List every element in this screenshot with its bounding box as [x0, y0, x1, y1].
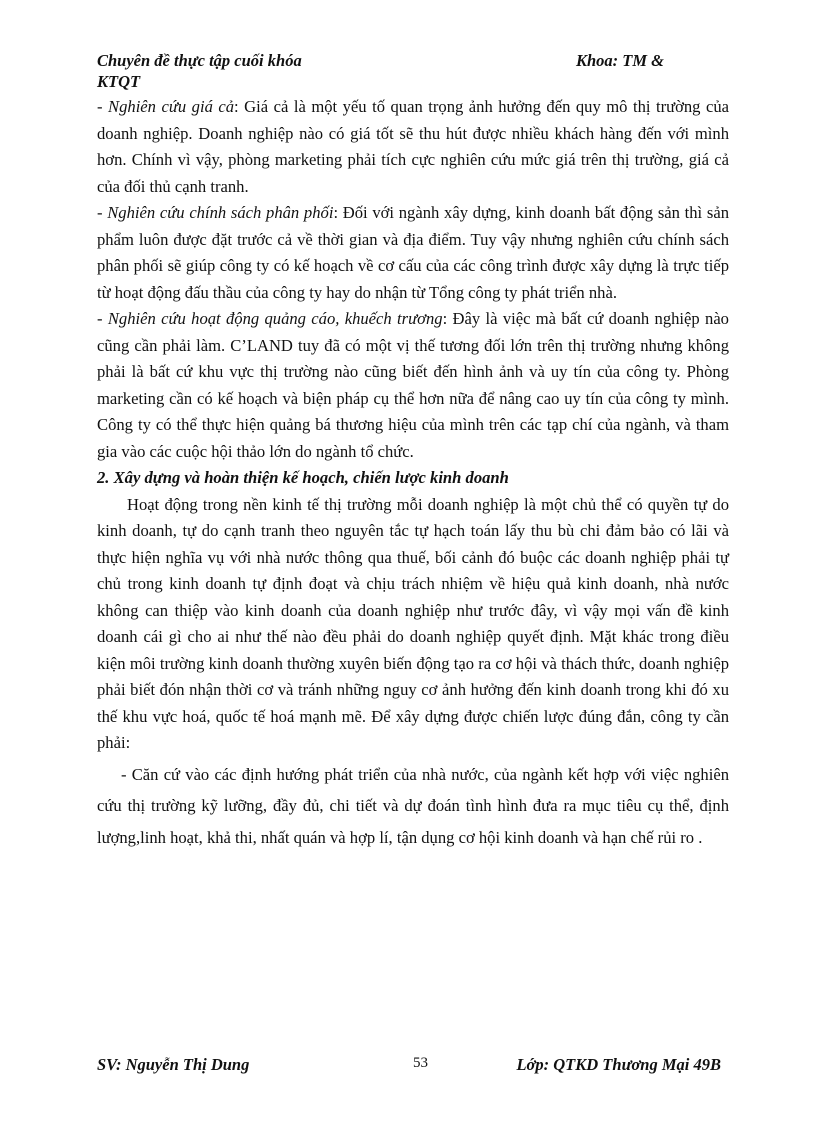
- header-title: Chuyên đề thực tập cuối khóa: [97, 51, 302, 70]
- section-heading: 2. Xây dựng và hoàn thiện kế hoạch, chiến lược kinh doanh: [97, 468, 509, 487]
- section-advertising-research: [97, 306, 729, 465]
- section-label: - Nghiên cứu hoạt động quảng cáo, khuếch trương: [97, 309, 443, 328]
- header-faculty: Khoa: TM &: [576, 51, 665, 70]
- section-distribution-research: [97, 200, 729, 306]
- paragraph-bullet: - Căn cứ vào các định hướng phát triển của nhà nước, của ngành kết hợp với việc nghiên cứu thị trường kỹ lưỡng, đầy đủ, chi tiết và dự đoán tình hình đưa ra mục tiêu cụ thể, định lượng,linh hoạt, khả thi, nhất quán và hợp lí, tận dụng cơ hội kinh doanh và hạn chế rủi ro .: [97, 764, 729, 847]
- section-text: : Đây là việc mà bất cứ doanh nghiệp nào cũng cần phải làm. C’LAND tuy đã có một vị thế tương đối lớn trên thị trường nhưng không phải là bất cứ khu vực thị trường nào cũng biết đến hình ảnh và uy tín của công ty. Phòng marketing cần có kế hoạch và biện pháp cụ thể hơn nữa để nâng cao uy tín của công ty mình. Công ty có thể thực hiện quảng bá thương hiệu của mình trên các tạp chí của ngành, và tham gia vào các cuộc hội thảo lớn do ngành tổ chức.: [97, 309, 729, 461]
- page-number: 53: [413, 1055, 428, 1071]
- section-label: - Nghiên cứu giá cả: [97, 97, 235, 116]
- document-body: [97, 94, 729, 853]
- footer-student: SV: Nguyễn Thị Dung: [97, 1055, 250, 1074]
- section-label: - Nghiên cứu chính sách phân phối: [97, 203, 334, 222]
- footer-class: Lớp: QTKD Thương Mại 49B: [516, 1055, 721, 1074]
- section-price-research: [97, 94, 729, 200]
- section-text: : Giá cả là một yếu tố quan trọng ảnh hưởng đến quy mô thị trường của doanh nghiệp. Doanh nghiệp nào có giá tốt sẽ thu hút được nhiều khách hàng đến với mình hơn. Chính vì vậy, phòng marketing phải tích cực nghiên cứu mức giá trên thị trường, giá cả của đối thủ cạnh tranh.: [97, 97, 729, 196]
- section-text: : Đối với ngành xây dựng, kinh doanh bất động sản thì sản phẩm luôn được đặt trước cả về thời gian và địa điểm. Tuy vậy nhưng nghiên cứu chính sách phân phối sẽ giúp công ty có kế hoạch về cơ cấu của các công trình được xây dựng là trực tiếp từ hoạt động đấu thầu của công ty hay do nhận từ Tổng công ty phát triển nhà.: [97, 203, 729, 302]
- paragraph-strategy: Hoạt động trong nền kinh tế thị trường mỗi doanh nghiệp là một chủ thể có quyền tự do kinh doanh, tự do cạnh tranh theo nguyên tắc tự hạch toán lấy thu bù chi đảm bảo có lãi và thực hiện nghĩa vụ với nhà nước thông qua thuế, bối cảnh đó buộc các doanh nghiệp phải tự chủ trong kinh doanh tự định đoạt và chịu trách nhiệm về hiệu quả kinh doanh, nhà nước không can thiệp vào kinh doanh của doanh nghiệp như trước đây, vì vậy mọi vấn đề kinh doanh cái gì cho ai như thế nào đều phải do doanh nghiệp quyết định. Mặt khác trong điều kiện môi trường kinh doanh thường xuyên biến động tạo ra cơ hội và thách thức, doanh nghiệp phải biết đón nhận thời cơ và tránh những nguy cơ ảnh hưởng đến kinh doanh trong khi đó xu thế khu vực hoá, quốc tế hoá mạnh mẽ. Để xây dựng được chiến lược đúng đắn, công ty cần phải:: [97, 494, 729, 752]
- page-footer: [97, 1055, 729, 1079]
- header-faculty-continuation: KTQT: [97, 72, 141, 91]
